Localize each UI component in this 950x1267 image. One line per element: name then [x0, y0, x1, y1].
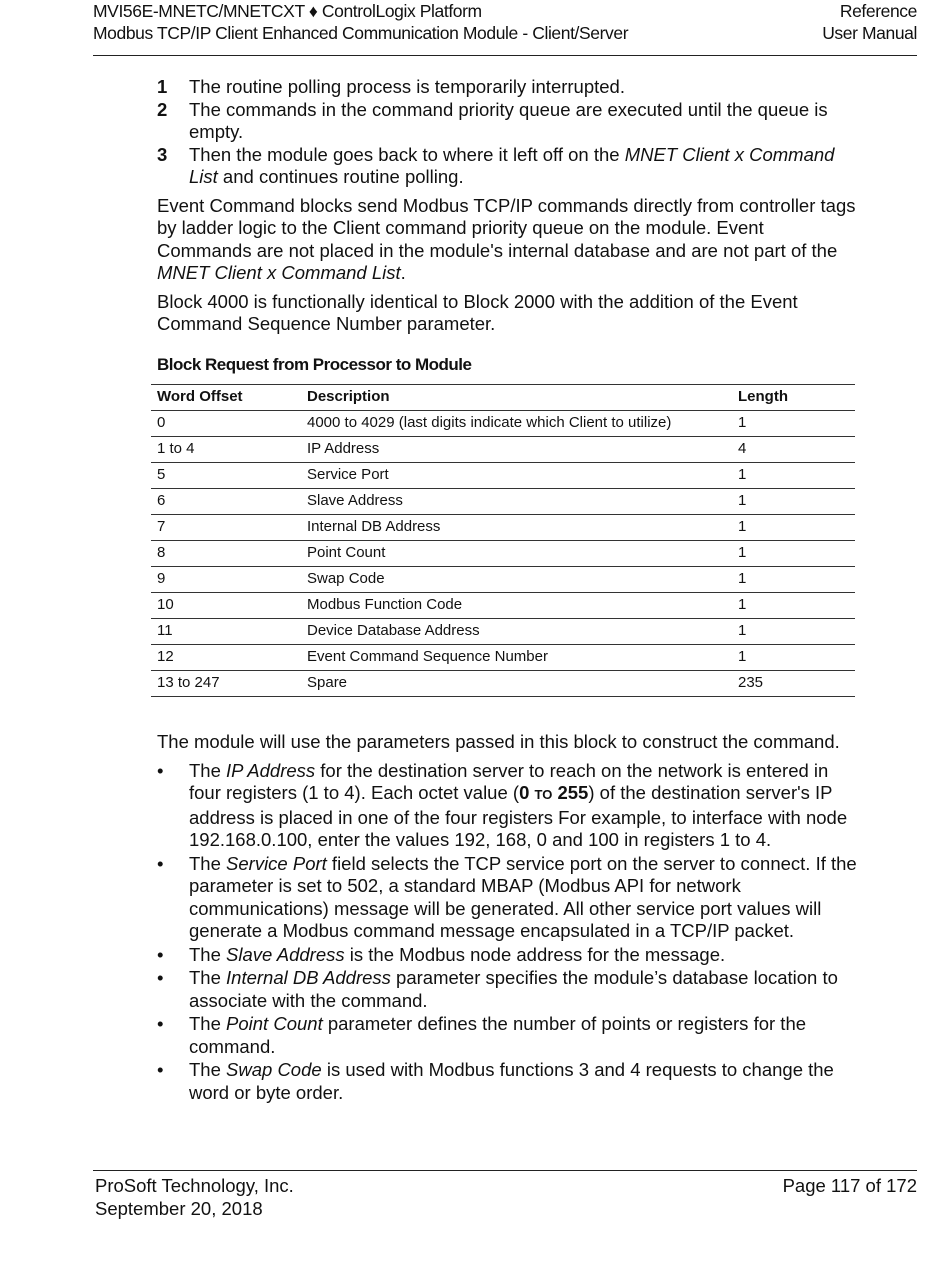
- bullet-swap-code: [157, 1059, 857, 1104]
- bullet-italic: Service Port: [226, 852, 327, 874]
- step-item: [157, 144, 857, 189]
- bullet-text: for the destination server to reach on the network is entered in four registers (1 to 4). Each octet value (: [189, 759, 829, 803]
- cell-offset: 13 to 247: [151, 671, 301, 697]
- page-body: [157, 76, 857, 1105]
- cell-description: Device Database Address: [301, 619, 732, 645]
- cell-length: 1: [732, 541, 855, 567]
- bullet-text: field selects the TCP service port on the server to connect. If the parameter is set to 502, a standard MBAP (Modbus API for network communications) message will be generated. All other service port values will generate a Modbus command message encapsulated in a TCP/IP packet.: [189, 852, 857, 941]
- step-text: The routine polling process is temporarily interrupted.: [189, 76, 625, 97]
- cell-length: 235: [732, 671, 855, 697]
- step-number: 1: [157, 76, 168, 97]
- step-text: Then the module goes back to where it left off on the: [189, 143, 625, 165]
- range-low: 0: [519, 782, 535, 803]
- table-row: [151, 671, 855, 697]
- bullet-internal-db-address: [157, 967, 857, 1012]
- page-footer: [93, 1170, 917, 1219]
- header-product-line: MVI56E-MNETC/MNETCXT ♦ ControlLogix Platform: [93, 1, 482, 21]
- step-item: [157, 99, 857, 144]
- cell-length: 1: [732, 489, 855, 515]
- step-text: The commands in the command priority queue are executed until the queue is empty.: [189, 98, 828, 142]
- cell-description: Slave Address: [301, 489, 732, 515]
- cell-offset: 6: [151, 489, 301, 515]
- table-row: [151, 593, 855, 619]
- bullet-text: The: [189, 759, 227, 781]
- bullet-italic: Internal DB Address: [226, 967, 391, 988]
- event-command-paragraph: [157, 195, 857, 285]
- bullet-text: The: [189, 967, 227, 988]
- header-word-offset: Word Offset: [151, 385, 301, 411]
- octet-range: [519, 782, 588, 803]
- bullet-text: parameter defines the number of points or registers for the command.: [189, 1013, 807, 1057]
- cell-offset: 5: [151, 463, 301, 489]
- cell-offset: 8: [151, 541, 301, 567]
- bullet-italic: Slave Address: [226, 943, 345, 965]
- footer-company: ProSoft Technology, Inc.: [95, 1175, 294, 1196]
- table-row: [151, 645, 855, 671]
- range-to: TO: [534, 787, 553, 802]
- table-row: [151, 437, 855, 463]
- range-high: 255: [552, 782, 589, 803]
- bullet-text: The: [189, 1013, 227, 1034]
- cell-length: 1: [732, 567, 855, 593]
- bullet-text: The: [189, 852, 227, 874]
- footer-page-number: Page 117 of 172: [782, 1175, 917, 1196]
- cell-description: Swap Code: [301, 567, 732, 593]
- cell-offset: 7: [151, 515, 301, 541]
- cell-length: 1: [732, 411, 855, 437]
- table-row: [151, 541, 855, 567]
- parameters-intro-paragraph: The module will use the parameters passed in this block to construct the command.: [157, 731, 840, 752]
- table-row: [151, 567, 855, 593]
- cell-description: Service Port: [301, 463, 732, 489]
- page-header: [93, 0, 917, 56]
- header-section: Reference: [839, 1, 917, 21]
- cell-description: Event Command Sequence Number: [301, 645, 732, 671]
- cell-length: 4: [732, 437, 855, 463]
- bullet-text: parameter specifies the module’s database location to associate with the command.: [189, 967, 838, 1011]
- para-text: Event Command blocks send Modbus TCP/IP commands directly from controller tags by ladder logic to the Client command priority queue on the module. Event Commands are not placed in the module's internal database and are not part of the: [157, 194, 856, 261]
- bullet-italic: Swap Code: [226, 1059, 322, 1080]
- bullet-text: The: [189, 1059, 227, 1080]
- step-text-end: and continues routine polling.: [217, 166, 464, 187]
- header-doc-type: User Manual: [822, 23, 917, 43]
- bullet-italic: Point Count: [226, 1013, 323, 1034]
- cell-length: 1: [732, 463, 855, 489]
- cell-offset: 11: [151, 619, 301, 645]
- header-description: Description: [301, 385, 732, 411]
- header-module-line: Modbus TCP/IP Client Enhanced Communication Module - Client/Server: [93, 23, 629, 43]
- para-italic: MNET Client x Command List: [157, 262, 401, 283]
- para-end: .: [400, 262, 406, 283]
- cell-length: 1: [732, 645, 855, 671]
- cell-offset: 1 to 4: [151, 437, 301, 463]
- footer-left: [95, 1174, 294, 1220]
- bullet-text: is used with Modbus functions 3 and 4 requests to change the word or byte order.: [189, 1059, 834, 1103]
- step-item: [157, 76, 857, 99]
- table-row: [151, 463, 855, 489]
- step-number: 2: [157, 98, 168, 120]
- bullet-slave-address: [157, 944, 857, 967]
- cell-offset: 0: [151, 411, 301, 437]
- bullet-text: is the Modbus node address for the message.: [344, 943, 726, 965]
- bullet-text: The: [189, 943, 227, 965]
- numbered-steps: [157, 76, 857, 189]
- bullet-ip-address: [157, 760, 857, 852]
- cell-description: 4000 to 4029 (last digits indicate which Client to utilize): [301, 411, 732, 437]
- bullet-point-count: [157, 1013, 857, 1058]
- cell-length: 1: [732, 515, 855, 541]
- cell-offset: 9: [151, 567, 301, 593]
- footer-date: September 20, 2018: [95, 1198, 263, 1219]
- block-4000-paragraph: Block 4000 is functionally identical to Block 2000 with the addition of the Event Command Sequence Number parameter.: [157, 290, 798, 334]
- step-italic: MNET Client x Command List: [189, 143, 835, 187]
- header-right: [822, 0, 917, 44]
- table-caption: Block Request from Processor to Module: [157, 354, 472, 374]
- bullet-service-port: [157, 853, 857, 943]
- header-length: Length: [732, 385, 855, 411]
- cell-description: Point Count: [301, 541, 732, 567]
- bullet-italic: IP Address: [226, 759, 316, 781]
- header-left: [93, 0, 628, 44]
- cell-offset: 10: [151, 593, 301, 619]
- cell-offset: 12: [151, 645, 301, 671]
- bullet-text: ) of the destination server's IP address is placed in one of the four registers For example, to interface with node 192.168.0.100, enter the values 192, 168, 0 and 100 in registers 1 to 4.: [189, 782, 848, 850]
- cell-description: Internal DB Address: [301, 515, 732, 541]
- cell-length: 1: [732, 619, 855, 645]
- table-row: [151, 515, 855, 541]
- step-number: 3: [157, 143, 168, 165]
- parameter-bullets: [157, 760, 857, 1105]
- cell-description: Spare: [301, 671, 732, 697]
- block-request-table: [151, 384, 855, 697]
- cell-length: 1: [732, 593, 855, 619]
- table-row: [151, 619, 855, 645]
- cell-description: Modbus Function Code: [301, 593, 732, 619]
- table-header-row: [151, 385, 855, 411]
- table-row: [151, 489, 855, 515]
- table-row: [151, 411, 855, 437]
- cell-description: IP Address: [301, 437, 732, 463]
